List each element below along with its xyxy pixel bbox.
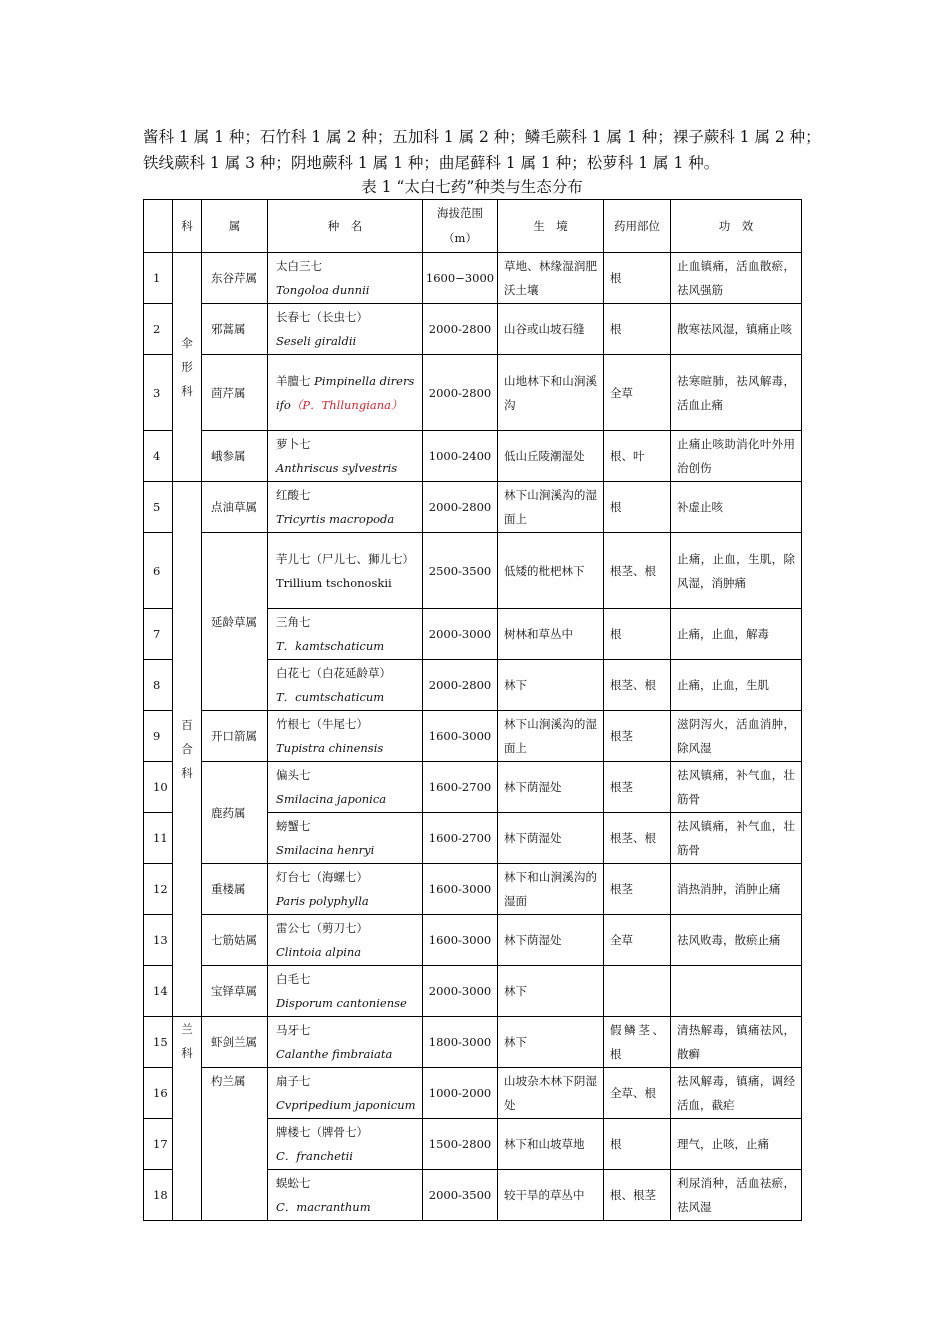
genus-cell: 杓兰属 [202, 1068, 268, 1221]
altitude-cell: 2000-3000 [423, 966, 498, 1017]
effect-cell: 祛风镇痛，补气血，壮筋骨 [671, 762, 802, 813]
effect-cell: 清热解毒，镇痛祛风，散癣 [671, 1017, 802, 1068]
altitude-cell: 1800-3000 [423, 1017, 498, 1068]
species-cell: 羊膻七 Pimpinella dirersifo（P．Thllungiana） [268, 355, 423, 431]
part-cell: 全草 [604, 915, 671, 966]
row-no: 17 [144, 1119, 173, 1170]
effect-cell: 利尿消种，活血祛瘀，祛风湿 [671, 1170, 802, 1221]
effect-cell: 祛风解毒，镇痛，调经活血，截疟 [671, 1068, 802, 1119]
table-row [144, 864, 802, 915]
table-row [144, 762, 802, 813]
part-cell: 根茎、根 [604, 533, 671, 609]
row-no: 1 [144, 253, 173, 304]
habitat-cell: 山坡杂木林下阴湿处 [498, 1068, 604, 1119]
effect-cell: 止血镇痛，活血散瘀，祛风强筋 [671, 253, 802, 304]
effect-cell: 祛寒暄肺，祛风解毒，活血止痛 [671, 355, 802, 431]
species-cell: 太白三七 Tongoloa dunnii [268, 253, 423, 304]
species-cell: 芋儿七（尸儿七、狮儿七） Trillium tschonoskii [268, 533, 423, 609]
altitude-cell: 2000-2800 [423, 482, 498, 533]
habitat-cell: 较干旱的草丛中 [498, 1170, 604, 1221]
family-cell: 兰科 [173, 1017, 202, 1221]
header-habitat: 生 境 [498, 200, 604, 253]
header-genus: 属 [202, 200, 268, 253]
species-cell: 蜈蚣七 C．macranthum [268, 1170, 423, 1221]
altitude-cell: 1000-2000 [423, 1068, 498, 1119]
altitude-cell: 2000-2800 [423, 304, 498, 355]
intro-line-1: 酱科 1 属 1 种；石竹科 1 属 2 种；五加科 1 属 2 种；鳞毛蕨科 1 属 1 种；裸子蕨科 1 属 2 种； [143, 128, 821, 146]
habitat-cell: 山谷或山坡石缝 [498, 304, 604, 355]
part-cell: 根茎 [604, 711, 671, 762]
genus-cell: 延龄草属 [202, 533, 268, 711]
table-row [144, 482, 802, 533]
habitat-cell: 林下 [498, 1017, 604, 1068]
row-no: 16 [144, 1068, 173, 1119]
habitat-cell: 林下荫湿处 [498, 762, 604, 813]
row-no: 10 [144, 762, 173, 813]
part-cell: 全草、根 [604, 1068, 671, 1119]
header-altitude: 海拔范围（m） [423, 200, 498, 253]
species-cell: 萝卜七 Anthriscus sylvestris [268, 431, 423, 482]
table-row [144, 533, 802, 609]
row-no: 3 [144, 355, 173, 431]
effect-cell [671, 966, 802, 1017]
habitat-cell: 树林和草丛中 [498, 609, 604, 660]
part-cell: 根茎、根 [604, 813, 671, 864]
altitude-cell: 2000-3000 [423, 609, 498, 660]
effect-cell: 散寒祛风湿，镇痛止咳 [671, 304, 802, 355]
part-cell: 根 [604, 1119, 671, 1170]
altitude-cell: 1600-3000 [423, 864, 498, 915]
effect-cell: 消热消肿，消肿止痛 [671, 864, 802, 915]
part-cell: 根 [604, 482, 671, 533]
table-header-row [144, 200, 802, 253]
altitude-cell: 1600-2700 [423, 762, 498, 813]
genus-cell: 重楼属 [202, 864, 268, 915]
species-cell: 白毛七 Disporum cantoniense [268, 966, 423, 1017]
family-cell: 百合科 [173, 482, 202, 1017]
habitat-cell: 林下和山坡草地 [498, 1119, 604, 1170]
header-no [144, 200, 173, 253]
table-row [144, 431, 802, 482]
part-cell: 根、根茎 [604, 1170, 671, 1221]
intro-line-2: 铁线蕨科 1 属 3 种；阴地蕨科 1 属 1 种；曲尾藓科 1 属 1 种；松萝科 1 属 1 种。 [143, 154, 720, 172]
genus-cell: 开口箭属 [202, 711, 268, 762]
header-family: 科 [173, 200, 202, 253]
part-cell: 根 [604, 253, 671, 304]
altitude-cell: 2000-2800 [423, 355, 498, 431]
genus-cell: 点油草属 [202, 482, 268, 533]
altitude-cell: 2000-2800 [423, 660, 498, 711]
altitude-cell: 1500-2800 [423, 1119, 498, 1170]
habitat-cell: 山地林下和山涧溪沟 [498, 355, 604, 431]
habitat-cell: 林下和山涧溪沟的湿面 [498, 864, 604, 915]
altitude-cell: 2000-3500 [423, 1170, 498, 1221]
part-cell: 根 [604, 304, 671, 355]
table-row [144, 304, 802, 355]
habitat-cell: 林下 [498, 660, 604, 711]
species-cell: 长春七（长虫七） Seseli giraldii [268, 304, 423, 355]
altitude-cell: 1600-2700 [423, 813, 498, 864]
habitat-cell: 林下 [498, 966, 604, 1017]
genus-cell: 七筋姑属 [202, 915, 268, 966]
altitude-cell: 1000-2400 [423, 431, 498, 482]
row-no: 8 [144, 660, 173, 711]
effect-cell: 理气，止咳，止痛 [671, 1119, 802, 1170]
table-row [144, 915, 802, 966]
species-cell: 灯台七（海螺七） Paris polyphylla [268, 864, 423, 915]
part-cell: 根、叶 [604, 431, 671, 482]
effect-cell: 止痛止咳助消化叶外用治创伤 [671, 431, 802, 482]
habitat-cell: 低山丘陵潮湿处 [498, 431, 604, 482]
row-no: 13 [144, 915, 173, 966]
effect-cell: 止痛，止血，解毒 [671, 609, 802, 660]
altitude-cell: 2500-3500 [423, 533, 498, 609]
effect-cell: 滋阴泻火，活血消肿，除风湿 [671, 711, 802, 762]
part-cell: 假鳞茎、根 [604, 1017, 671, 1068]
genus-cell: 东谷芹属 [202, 253, 268, 304]
species-cell: 白花七（白花延龄草） T．cumtschaticum [268, 660, 423, 711]
habitat-cell: 林下荫湿处 [498, 915, 604, 966]
table-row [144, 355, 802, 431]
genus-cell: 茴芹属 [202, 355, 268, 431]
part-cell: 根 [604, 609, 671, 660]
row-no: 12 [144, 864, 173, 915]
effect-cell: 补虚止咳 [671, 482, 802, 533]
family-cell: 伞形科 [173, 253, 202, 482]
header-part: 药用部位 [604, 200, 671, 253]
genus-cell: 虾剑兰属 [202, 1017, 268, 1068]
altitude-cell: 1600-3000 [423, 915, 498, 966]
effect-cell: 止痛，止血，生肌，除风湿，消肿痛 [671, 533, 802, 609]
table-row [144, 1017, 802, 1068]
table-caption: 表 1 “太白七药”种类与生态分布 [361, 178, 583, 196]
table-row [144, 253, 802, 304]
part-cell: 根茎、根 [604, 660, 671, 711]
part-cell [604, 966, 671, 1017]
habitat-cell: 林下荫湿处 [498, 813, 604, 864]
row-no: 7 [144, 609, 173, 660]
species-cell: 竹根七（牛尾七） Tupistra chinensis [268, 711, 423, 762]
header-effect: 功 效 [671, 200, 802, 253]
genus-cell: 鹿药属 [202, 762, 268, 864]
row-no: 9 [144, 711, 173, 762]
row-no: 2 [144, 304, 173, 355]
habitat-cell: 林下山涧溪沟的湿面上 [498, 711, 604, 762]
row-no: 11 [144, 813, 173, 864]
intro-paragraph [143, 124, 823, 176]
part-cell: 根茎 [604, 864, 671, 915]
row-no: 6 [144, 533, 173, 609]
table-row [144, 1068, 802, 1119]
effect-cell: 祛风镇痛，补气血，壮筋骨 [671, 813, 802, 864]
altitude-cell: 1600−3000 [423, 253, 498, 304]
table-row [144, 711, 802, 762]
part-cell: 根茎 [604, 762, 671, 813]
row-no: 14 [144, 966, 173, 1017]
header-species: 种 名 [268, 200, 423, 253]
genus-cell: 峨参属 [202, 431, 268, 482]
altitude-cell: 1600-3000 [423, 711, 498, 762]
row-no: 4 [144, 431, 173, 482]
table-row [144, 966, 802, 1017]
species-cell: 螃蟹七 Smilacina henryi [268, 813, 423, 864]
effect-cell: 止痛，止血，生肌 [671, 660, 802, 711]
habitat-cell: 草地、林缘湿润肥沃土壤 [498, 253, 604, 304]
species-cell: 牌楼七（牌骨七） C．franchetii [268, 1119, 423, 1170]
habitat-cell: 林下山涧溪沟的湿面上 [498, 482, 604, 533]
species-cell: 雷公七（剪刀七） Clintoia alpina [268, 915, 423, 966]
row-no: 15 [144, 1017, 173, 1068]
row-no: 5 [144, 482, 173, 533]
species-cell: 马牙七 Calanthe fimbraiata [268, 1017, 423, 1068]
row-no: 18 [144, 1170, 173, 1221]
species-cell: 偏头七 Smilacina japonica [268, 762, 423, 813]
genus-cell: 宝铎草属 [202, 966, 268, 1017]
genus-cell: 邪蒿属 [202, 304, 268, 355]
effect-cell: 祛风败毒，散瘀止痛 [671, 915, 802, 966]
species-cell: 扇子七 Cvpripedium japonicum [268, 1068, 423, 1119]
species-table [143, 199, 802, 1221]
habitat-cell: 低矮的枇杷林下 [498, 533, 604, 609]
part-cell: 全草 [604, 355, 671, 431]
species-cell: 三角七 T．kamtschaticum [268, 609, 423, 660]
species-cell: 红酸七 Tricyrtis macropoda [268, 482, 423, 533]
